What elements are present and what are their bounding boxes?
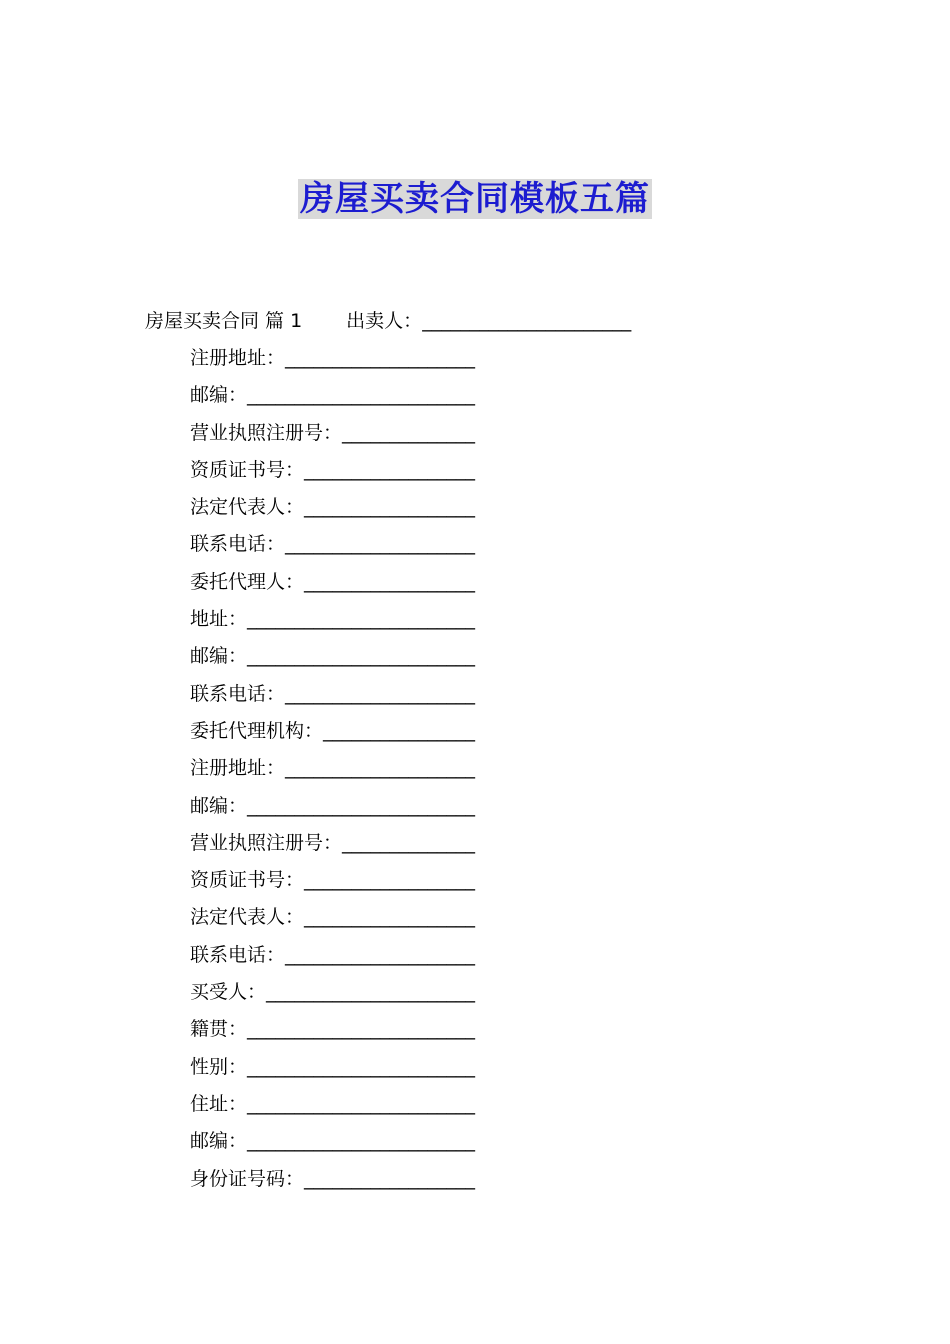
field-label: 联系电话： [190,682,286,705]
field-label: 营业执照注册号： [190,421,343,444]
form-field-row [190,417,530,454]
form-field-row [190,491,530,528]
field-blank: ____________________ [285,943,476,966]
form-field-list [190,342,530,1200]
field-label: 地址： [190,608,248,631]
field-label: 联系电话： [190,943,286,966]
form-field-row [190,678,530,715]
field-blank: __________________ [304,496,476,519]
field-blank: ________________________ [247,1092,476,1115]
seller-line [145,305,631,337]
form-field-row [190,976,530,1013]
document-title-line [0,174,950,224]
form-field-row [190,1013,530,1050]
form-field-row [190,454,530,491]
field-label: 法定代表人： [190,496,305,519]
field-blank: ________________________ [247,1018,476,1041]
field-blank: ________________________ [247,794,476,817]
field-label: 资质证书号： [190,869,305,892]
form-field-row [190,1051,530,1088]
field-blank: __________________ [304,570,476,593]
field-label: 联系电话： [190,533,286,556]
field-blank: ________________________ [247,645,476,668]
field-label: 身份证号码： [190,1167,305,1190]
form-field-row [190,379,530,416]
field-label: 注册地址： [190,757,286,780]
field-label: 委托代理人： [190,570,305,593]
field-label: 注册地址： [190,347,286,369]
form-field-row [190,827,530,864]
field-label: 邮编： [190,384,248,407]
form-field-row [190,1125,530,1162]
field-blank: ________________________ [247,384,476,407]
field-blank: __________________ [304,458,476,481]
field-blank: __________________ [304,906,476,929]
form-field-row [190,939,530,976]
field-blank: __________________ [304,869,476,892]
field-blank: ____________________ [285,757,476,780]
field-blank: ______________ [342,831,476,854]
form-field-row [190,1163,530,1200]
seller-blank: ______________________ [422,310,632,332]
field-label: 邮编： [190,645,248,668]
field-blank: ________________________ [247,1130,476,1153]
field-blank: ______________________ [266,981,476,1004]
field-label: 营业执照注册号： [190,831,343,854]
document-title: 房屋买卖合同模板五篇 [300,179,650,219]
field-label: 买受人： [190,981,267,1004]
field-label: 委托代理机构： [190,719,324,742]
form-field-row [190,640,530,677]
field-blank: ______________ [342,421,476,444]
section-heading: 房屋买卖合同 篇 1 [145,310,303,332]
field-label: 住址： [190,1092,248,1115]
form-field-row [190,715,530,752]
form-field-row [190,342,530,379]
field-blank: __________________ [304,1167,476,1190]
field-label: 性别： [190,1055,248,1078]
form-field-row [190,790,530,827]
field-blank: ________________________ [247,1055,476,1078]
form-field-row [190,1088,530,1125]
field-blank: ____________________ [285,533,476,556]
form-field-row [190,752,530,789]
field-label: 籍贯： [190,1018,248,1041]
form-field-row [190,603,530,640]
field-label: 邮编： [190,794,248,817]
field-label: 法定代表人： [190,906,305,929]
field-blank: ________________________ [247,608,476,631]
field-blank: ________________ [323,719,476,742]
field-blank: ____________________ [285,347,476,369]
field-blank: ____________________ [285,682,476,705]
form-field-row [190,864,530,901]
form-field-row [190,528,530,565]
field-label: 邮编： [190,1130,248,1153]
seller-label: 出卖人： [346,310,423,332]
field-label: 资质证书号： [190,458,305,481]
form-field-row [190,901,530,938]
form-field-row [190,566,530,603]
